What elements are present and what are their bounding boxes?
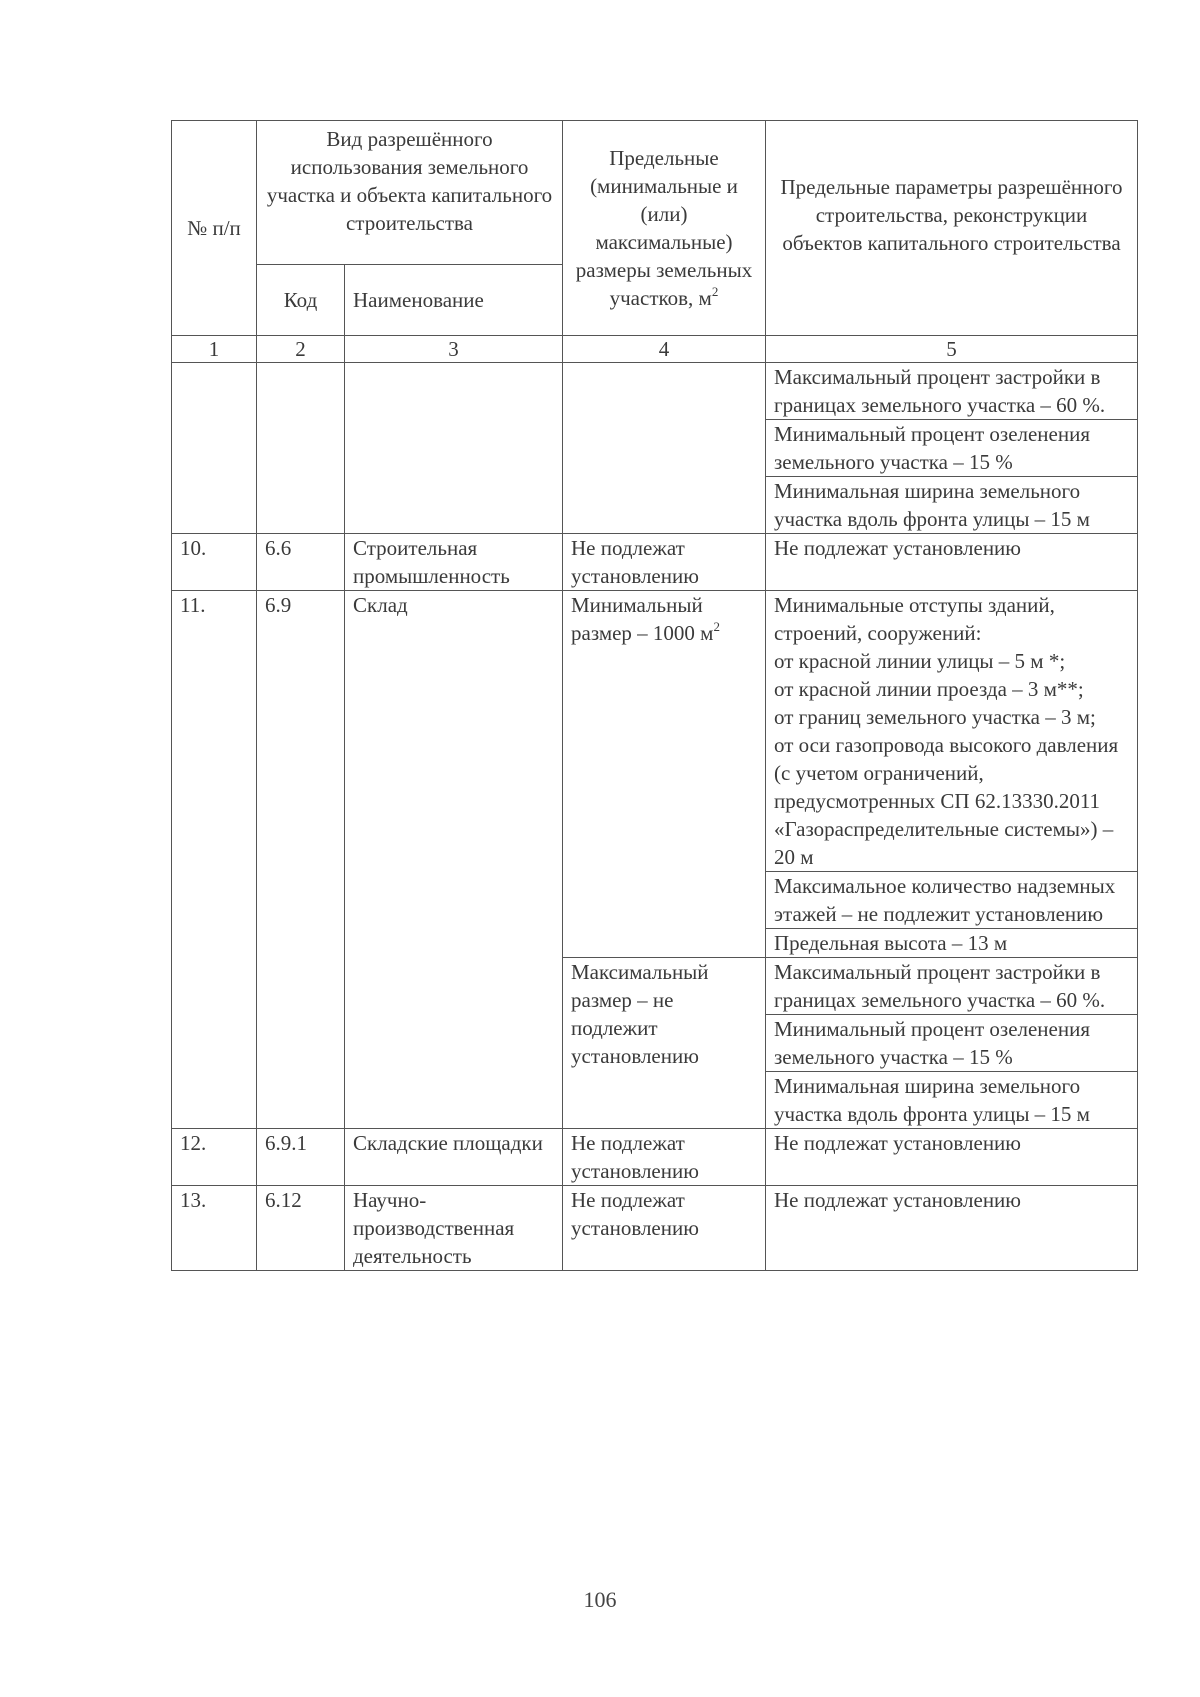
column-number: 1 — [172, 336, 257, 363]
param-cell: Минимальный процент озеленения земельного участка – 15 % — [766, 420, 1138, 477]
setbacks-line: от красной линии улицы – 5 м *; — [774, 649, 1066, 673]
column-number: 2 — [257, 336, 345, 363]
row-name: Складские площадки — [345, 1129, 563, 1186]
header-sizes-sup: 2 — [711, 284, 719, 299]
header-sizes-text: Предельные (минимальные и (или) максимальные) размеры земельных участков, м — [575, 146, 753, 310]
header-sizes — [563, 121, 766, 336]
header-row-1 — [172, 121, 1138, 265]
row-num: 11. — [172, 591, 257, 1129]
row-num: 13. — [172, 1186, 257, 1271]
page-number: 106 — [583, 1587, 617, 1612]
param-cell: Максимальный процент застройки в границах земельного участка – 60 %. — [766, 363, 1138, 420]
param-cell: Минимальная ширина земельного участка вдоль фронта улицы – 15 м — [766, 477, 1138, 534]
row-params-floors: Максимальное количество надземных этажей – не подлежит установлению — [766, 872, 1138, 929]
row-params-height: Предельная высота – 13 м — [766, 929, 1138, 958]
header-code: Код — [257, 265, 345, 336]
row-params: Не подлежат установлению — [766, 534, 1138, 591]
row-code: 6.12 — [257, 1186, 345, 1271]
empty-cell — [257, 363, 345, 534]
row-params-setbacks — [766, 591, 1138, 872]
row-name: Склад — [345, 591, 563, 1129]
row-code: 6.9 — [257, 591, 345, 1129]
empty-cell — [345, 363, 563, 534]
row-sizes: Не подлежат установлению — [563, 534, 766, 591]
row-sizes-max: Максимальный размер – не подлежит установлению — [563, 958, 766, 1129]
setbacks-line: от красной линии проезда – 3 м**; — [774, 677, 1084, 701]
table-row-continued — [172, 363, 1138, 420]
row-code: 6.6 — [257, 534, 345, 591]
column-number: 5 — [766, 336, 1138, 363]
header-num: № п/п — [172, 121, 257, 336]
empty-cell — [563, 363, 766, 534]
empty-cell — [172, 363, 257, 534]
column-number: 4 — [563, 336, 766, 363]
land-use-table — [171, 120, 1138, 1271]
header-name: Наименование — [345, 265, 563, 336]
header-kind: Вид разрешённого использования земельного участка и объекта капитального строительства — [257, 121, 563, 265]
row-params-max: Максимальный процент застройки в границах земельного участка – 60 %. — [766, 958, 1138, 1015]
row-params-max: Минимальный процент озеленения земельного участка – 15 % — [766, 1015, 1138, 1072]
row-sizes-min-sup: 2 — [713, 619, 720, 634]
setbacks-line: Минимальные отступы зданий, строений, сооружений: — [774, 593, 1055, 645]
column-number: 3 — [345, 336, 563, 363]
row-sizes: Не подлежат установлению — [563, 1186, 766, 1271]
table-row — [172, 591, 1138, 872]
table-row — [172, 1186, 1138, 1271]
row-params: Не подлежат установлению — [766, 1186, 1138, 1271]
row-num: 12. — [172, 1129, 257, 1186]
row-name: Строительная промышленность — [345, 534, 563, 591]
row-sizes-min-text: Минимальный размер – 1000 м — [571, 593, 714, 645]
row-sizes-min — [563, 591, 766, 958]
row-params-max: Минимальная ширина земельного участка вдоль фронта улицы – 15 м — [766, 1072, 1138, 1129]
table-row — [172, 1129, 1138, 1186]
setbacks-line: от оси газопровода высокого давления (с учетом ограничений, предусмотренных СП 62.13330.2011 «Газораспределительные системы») – 20 м — [774, 733, 1119, 869]
header-params: Предельные параметры разрешённого строительства, реконструкции объектов капитального строительства — [766, 121, 1138, 336]
row-sizes: Не подлежат установлению — [563, 1129, 766, 1186]
row-code: 6.9.1 — [257, 1129, 345, 1186]
row-name: Научно-производственная деятельность — [345, 1186, 563, 1271]
row-num: 10. — [172, 534, 257, 591]
setbacks-line: от границ земельного участка – 3 м; — [774, 705, 1096, 729]
row-params: Не подлежат установлению — [766, 1129, 1138, 1186]
column-number-row — [172, 336, 1138, 363]
table-row — [172, 534, 1138, 591]
